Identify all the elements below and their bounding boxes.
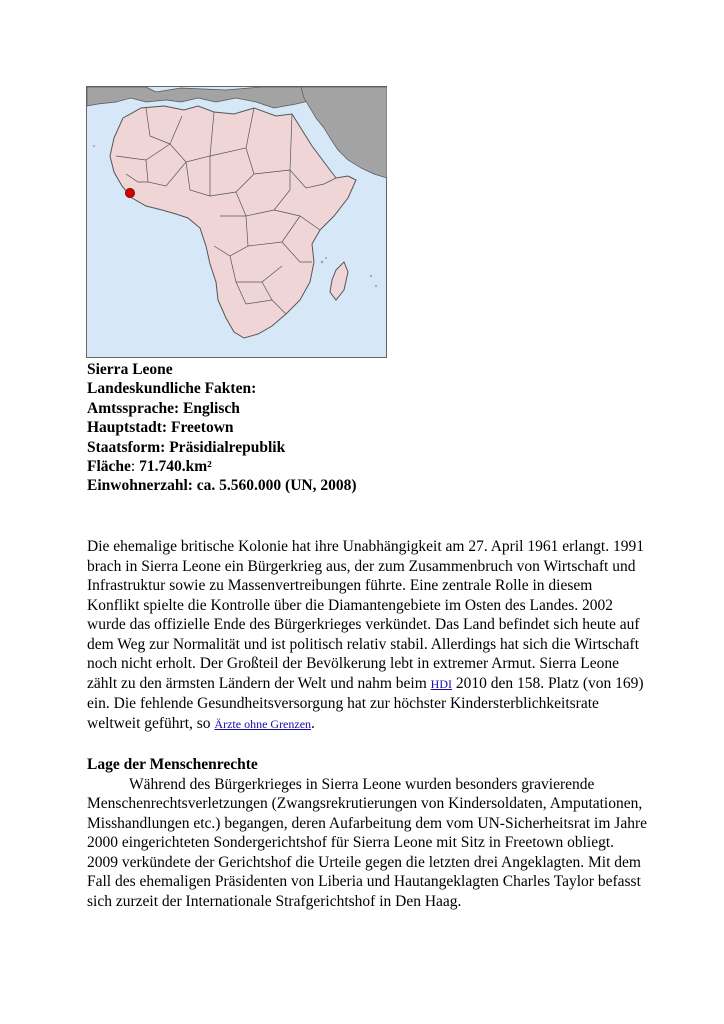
facts-country: Sierra Leone [87, 361, 173, 378]
history-paragraph [87, 537, 647, 734]
facts-government: Staatsform: Präsidialrepublik [87, 438, 286, 456]
article-body [87, 537, 647, 911]
history-text-2: 2010 den 158. Platz (von 169) ein. Die fehlende Gesundheitsversorgung hat zur höchster Kindersterblichkeitsrate weltweit geführt, so [87, 674, 644, 732]
facts-language: Amtssprache: Englisch [87, 399, 240, 417]
hdi-link[interactable]: HDI [430, 676, 452, 691]
facts-area-value: 71.740.km² [135, 458, 212, 476]
human-rights-paragraph: Während des Bürgerkrieges in Sierra Leone wurden besonders gravierende Menschenrechtsverletzungen (Zwangsrekrutierungen von Kindersoldaten, Amputationen, Misshandlungen etc.) begangen, deren Aufarbeitung dem vom UN-Sicherheitsrat im Jahre 2000 eingerichteten Sondergerichtshof für Sierra Leone mit Sitz in Freetown obliegt. 2009 verkündete der Gerichtshof die Urteile gegen die letzten drei Angeklagten. Mit dem Fall des ehemaligen Präsidenten von Liberia und Hautangeklagten Charles Taylor befasst sich zurzeit der Internationale Strafgerichtshof in Den Haag. [87, 775, 647, 910]
facts-population: Einwohnerzahl: ca. 5.560.000 (UN, 2008) [87, 477, 357, 495]
history-text-1: Die ehemalige britische Kolonie hat ihre Unabhängigkeit am 27. April 1961 erlangt. 1991 brach in Sierra Leone ein Bürgerkrieg aus, der zum Zusammenbruch von Wirtschaft und Infrastruktur sowie zu Massenvertreibungen führte. Eine zentrale Rolle in diesem Konflikt spielte die Kontrolle über die Diamantengebiete im Osten des Landes. 2002 wurde das offizielle Ende des Bürgerkrieges verkündet. Das Land befindet sich heute auf dem Weg zur Normalität und ist politisch relativ stabil. Allerdings hat sich die Wirtschaft noch nicht erholt. Der Großteil der Bevölkerung lebt in extremer Armut. Sierra Leone zählt zu den ärmsten Ländern der Welt und nahm beim [87, 538, 644, 692]
facts-area-label: Fläche [87, 458, 131, 476]
facts-area [87, 457, 647, 476]
facts-capital: Hauptstadt: Freetown [87, 419, 234, 437]
sierra-leone-highlight [125, 188, 134, 197]
msf-link[interactable]: Ärzte ohne Grenzen [214, 716, 312, 731]
country-facts [87, 360, 647, 496]
human-rights-heading: Lage der Menschenrechte [87, 756, 258, 773]
africa-locator-map [86, 86, 387, 358]
facts-area-colon: : [130, 458, 136, 476]
facts-heading: Landeskundliche Fakten: [87, 380, 257, 398]
history-text-3: . [311, 714, 315, 732]
